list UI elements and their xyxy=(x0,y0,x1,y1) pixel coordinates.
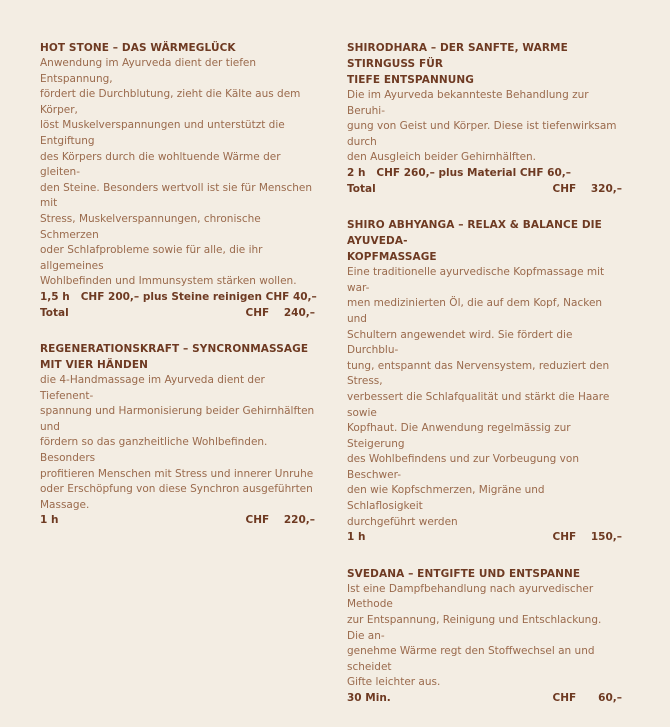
treatment-title: SVEDANA – ENTGIFTE UND ENTSPANNE xyxy=(347,567,581,580)
price-total: CHF 240,– xyxy=(245,306,315,319)
price-total: CHF 150,– xyxy=(552,531,622,544)
treatment-title: KOPFMASSAGE xyxy=(347,251,437,264)
treatment-hot-stone xyxy=(40,40,315,321)
price-line-label: Total xyxy=(40,306,69,319)
treatment-title: TIEFE ENTSPANNUNG xyxy=(347,74,474,86)
left-column xyxy=(40,40,315,549)
price-line-label: 30 Min. xyxy=(347,692,391,704)
price-line xyxy=(347,182,622,198)
price-total: CHF 60,– xyxy=(552,692,622,704)
treatment-shiro-abhyanga xyxy=(347,217,622,546)
treatment-title: SHIRODHARA – DER SANFTE, WARME STIRNGUSS FÜR xyxy=(347,42,568,70)
treatment-title: SHIRO ABHYANGA – RELAX & BALANCE DIE AYUVEDA- xyxy=(347,219,602,248)
treatment-title: HOT STONE – DAS WÄRMEGLÜCK xyxy=(40,42,236,54)
treatment-description: die 4-Handmassage im Ayurveda dient der Tiefenent- spannung und Harmonisierung beider Gehirnhälften und fördern so das ganzheitliche Wohlbefinden. Besonders profitieren Menschen mit Stress und innerer Unruhe oder Erschöpfung von diese Synchron ausgeführten Massage. xyxy=(40,374,315,511)
price-line xyxy=(40,513,315,529)
price-line xyxy=(347,530,622,546)
treatment-title: REGENERATIONSKRAFT – SYNCRONMASSAGE xyxy=(40,343,309,356)
treatment-description: Anwendung im Ayurveda dient der tiefen Entspannung, fördert die Durchblutung, zieht die Kälte aus dem Körper, löst Muskelverspannungen und unterstützt die Entgiftung des Körpers durch die wohltuende Wärme der gleiten- den Steine. Besonders wertvoll ist sie für Menschen mit Stress, Muskelverspannungen, chronische Schmerzen oder Schlafprobleme sowie für alle, die ihr allgemeines Wohlbefinden und Immunsystem stärken wollen. xyxy=(40,57,313,288)
price-line xyxy=(347,166,622,182)
treatment-regenerationskraft xyxy=(40,341,315,529)
treatment-description: Ist eine Dampfbehandlung nach ayurvedischer Methode zur Entspannung, Reinigung und Entschlackung. Die an- genehme Wärme regt den Stoffwechsel an und scheidet Gifte leichter aus. xyxy=(347,582,602,689)
price-line xyxy=(40,290,315,306)
treatment-description: Die im Ayurveda bekannteste Behandlung zur Beruhi- gung von Geist und Körper. Diese ist tiefenwirksam durch den Ausgleich beider Gehirnhälften. xyxy=(347,89,617,164)
price-line xyxy=(40,306,315,322)
price-line-label: 2 h CHF 260,– plus Material CHF 60,– xyxy=(347,166,571,179)
price-line-label: 1 h xyxy=(347,531,366,544)
price-line-label: 1 h xyxy=(40,514,59,527)
price-line-label: Total xyxy=(347,182,376,195)
price-line-label: 1,5 h CHF 200,– plus Steine reinigen CHF 40,– xyxy=(40,290,317,303)
right-column xyxy=(347,40,622,727)
treatment-svedana xyxy=(347,566,622,707)
treatment-title: MIT VIER HÄNDEN xyxy=(40,359,148,372)
treatment-description: Eine traditionelle ayurvedische Kopfmassage mit war- men medizinierten Öl, die auf dem Kopf, Nacken und Schultern angewendet wird. Sie fördert die Durchblu- tung, entspannt das Nervensystem, reduziert den Stress, verbessert die Schlafqualität und stärkt die Haare sowie Kopfhaut. Die Anwendung regelmässig zur Steigerung des Wohlbefindens und zur Vorbeugung von Beschwer- den wie Kopfschmerzen, Migräne und Schlaflosigkeit durchgeführt werden xyxy=(347,266,610,528)
price-line xyxy=(347,691,622,707)
price-total: CHF 320,– xyxy=(552,182,622,195)
treatment-shirodhara xyxy=(347,40,622,197)
price-total: CHF 220,– xyxy=(245,514,315,527)
